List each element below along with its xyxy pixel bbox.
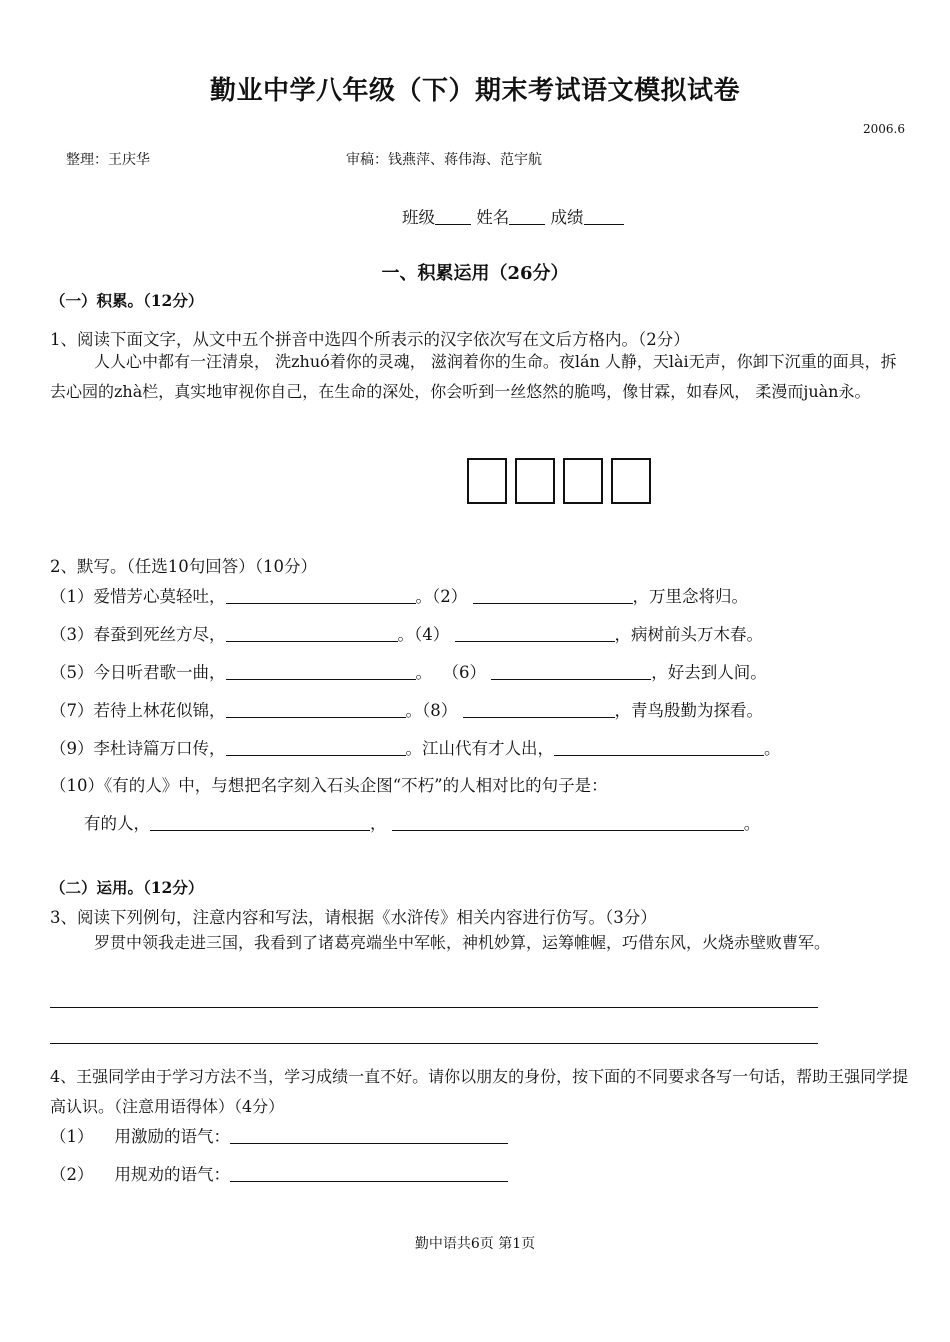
exam-date: 2006.6 xyxy=(863,122,905,136)
dictation-punct: ， xyxy=(370,814,387,833)
dictation-blank[interactable] xyxy=(554,739,764,756)
student-info-row xyxy=(402,204,624,228)
q4-item xyxy=(50,1123,508,1147)
item-number: （8） xyxy=(422,701,458,720)
answer-box-4[interactable] xyxy=(611,458,651,504)
answer-line[interactable] xyxy=(50,1043,818,1044)
dictation-text: ，病树前头万木春。 xyxy=(614,625,763,644)
score-label: 成绩 xyxy=(550,208,584,227)
dictation-text: 今日听君歌一曲， xyxy=(93,663,226,682)
q4-item-label: 用激励的语气： xyxy=(114,1127,230,1146)
answer-box-1[interactable] xyxy=(467,458,507,504)
q4-item-label: 用规劝的语气： xyxy=(114,1165,230,1184)
dictation-row xyxy=(50,697,763,721)
part2-heading: （二）运用。（12分） xyxy=(50,878,204,897)
item-number: （9） xyxy=(50,739,94,758)
answer-box-3[interactable] xyxy=(563,458,603,504)
item-number: （5） xyxy=(50,663,94,682)
dictation-punct: 。 xyxy=(415,587,432,606)
dictation-text: 爱惜芳心莫轻吐， xyxy=(93,587,226,606)
item-number: （2） xyxy=(50,1165,94,1184)
dictation-blank[interactable] xyxy=(455,625,615,642)
name-blank[interactable] xyxy=(509,208,545,225)
dictation-punct: 。 xyxy=(397,625,414,644)
item-number: （3） xyxy=(50,625,94,644)
dictation-text: ，青鸟殷勤为探看。 xyxy=(614,701,763,720)
dictation-row xyxy=(50,621,763,645)
part1-heading: （一）积累。（12分） xyxy=(50,291,204,310)
dictation-text: ，万里念将归。 xyxy=(632,587,748,606)
reviewer-credit: 审稿：钱燕萍、蒋伟海、范宇航 xyxy=(346,152,542,168)
dictation-row xyxy=(50,735,781,759)
q1-passage: 人人心中都有一汪清泉， 洗zhuó着你的灵魂， 滋润着你的生命。夜lán 人静，天lài无声，你卸下沉重的面具，拆去心园的zhà栏，真实地审视你自己，在生命的深处，你会听到一丝悠然的脆鸣，像甘霖，如春风， 柔漫而juàn永。 xyxy=(50,352,897,401)
dictation-punct: 。 xyxy=(415,663,432,682)
item-number: （1） xyxy=(50,1127,94,1146)
dictation-blank[interactable] xyxy=(226,701,406,718)
dictation-blank[interactable] xyxy=(463,701,615,718)
q4-answer-blank[interactable] xyxy=(230,1127,508,1144)
score-blank[interactable] xyxy=(584,208,624,225)
dictation-blank[interactable] xyxy=(392,814,744,831)
class-label: 班级 xyxy=(402,208,435,227)
item-number: （7） xyxy=(50,701,94,720)
dictation-punct: 。 xyxy=(764,739,781,758)
q3-prompt: 3、阅读下列例句，注意内容和写法，请根据《水浒传》相关内容进行仿写。（3分） xyxy=(50,908,657,927)
compiler-credit: 整理：王庆华 xyxy=(66,152,150,168)
answer-line[interactable] xyxy=(50,1007,818,1008)
dictation-text: 李杜诗篇万口传， xyxy=(93,739,226,758)
section-heading: 一、积累运用（26分） xyxy=(381,263,569,284)
page-footer: 勤中语共6页 第1页 xyxy=(414,1236,536,1252)
dictation-blank[interactable] xyxy=(226,625,398,642)
dictation-blank[interactable] xyxy=(491,663,651,680)
dictation-punct: 。 xyxy=(405,701,422,720)
exam-title: 勤业中学八年级（下）期末考试语文模拟试卷 xyxy=(209,76,740,106)
dictation-row xyxy=(50,659,767,683)
item-number: （1） xyxy=(50,587,94,606)
dictation-item-10: （10）《有的人》中，与想把名字刻入石头企图“不朽”的人相对比的句子是： xyxy=(50,776,608,795)
item-number: （2） xyxy=(432,587,468,606)
class-blank[interactable] xyxy=(435,208,471,225)
item-number: （4） xyxy=(414,625,450,644)
dictation-punct: 。 xyxy=(743,814,761,833)
dictation-row xyxy=(84,810,760,834)
dictation-blank[interactable] xyxy=(150,814,370,831)
q2-prompt: 2、默写。（任选10句回答）（10分） xyxy=(50,557,317,576)
q4-item xyxy=(50,1161,508,1185)
item-number: （6） xyxy=(442,663,486,682)
dictation-row xyxy=(50,583,748,607)
dictation-blank[interactable] xyxy=(226,587,416,604)
dictation-blank[interactable] xyxy=(226,739,406,756)
q4-prompt: 4、王强同学由于学习方法不当，学习成绩一直不好。请你以朋友的身份，按下面的不同要求各写一句话，帮助王强同学提高认识。（注意用语得体）（4分） xyxy=(50,1067,909,1116)
q4-answer-blank[interactable] xyxy=(230,1165,508,1182)
dictation-blank[interactable] xyxy=(226,663,416,680)
q1-prompt: 1、阅读下面文字，从文中五个拼音中选四个所表示的汉字依次写在文后方格内。（2分） xyxy=(50,330,690,349)
name-label: 姓名 xyxy=(476,208,510,227)
dictation-text: 春蚕到死丝方尽， xyxy=(93,625,226,644)
dictation-text: ，好去到人间。 xyxy=(651,663,767,682)
dictation-text: 若待上林花似锦， xyxy=(93,701,226,720)
answer-box-2[interactable] xyxy=(515,458,555,504)
q3-example: 罗贯中领我走进三国，我看到了诸葛亮端坐中军帐，神机妙算，运筹帷幄，巧借东风，火烧赤壁败曹军。 xyxy=(94,933,831,952)
dictation-text: 。江山代有才人出， xyxy=(405,739,554,758)
dictation-blank[interactable] xyxy=(473,587,633,604)
dictation-text: 有的人， xyxy=(84,814,150,833)
